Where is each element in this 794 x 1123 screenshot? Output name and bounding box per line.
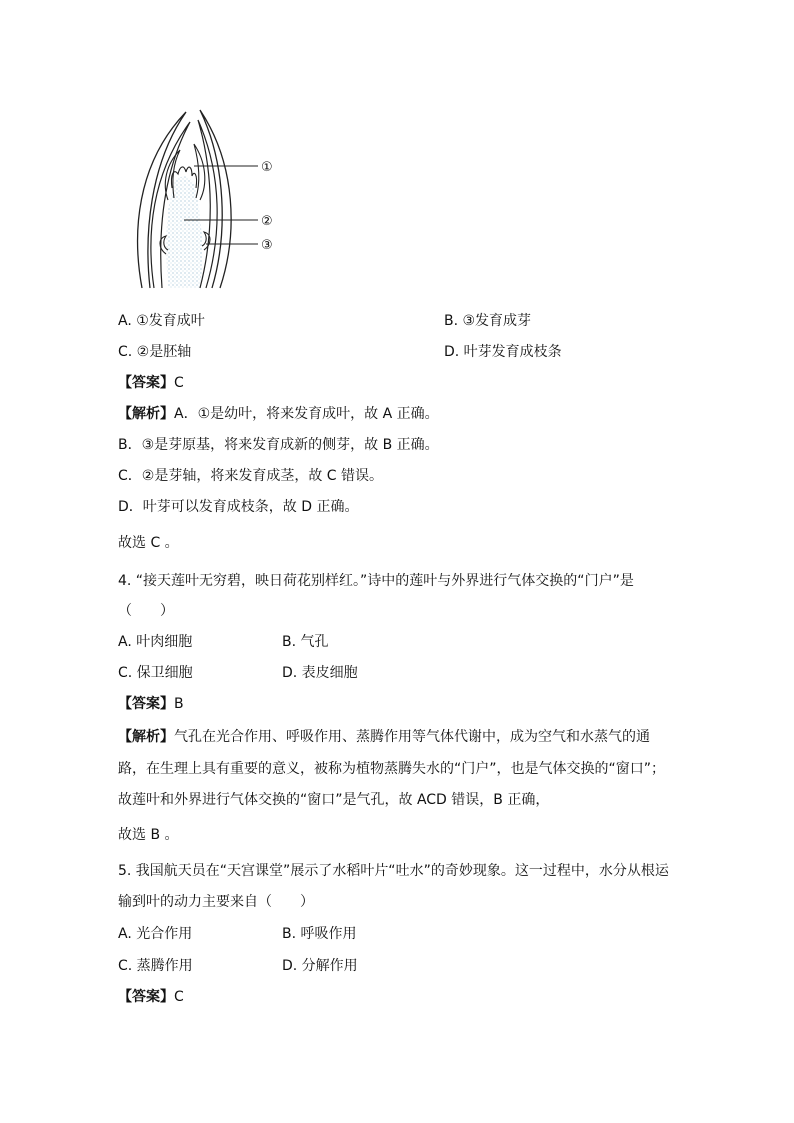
q4-option-a: A. 叶肉细胞	[118, 634, 193, 650]
q3-option-b: B. ③发育成芽	[444, 313, 532, 329]
q5-option-b: B. 呼吸作用	[282, 926, 357, 942]
analysis-tag: 【解析】	[118, 406, 174, 422]
q5-stem-line-2: 输到叶的动力主要来自（ ）	[118, 894, 314, 910]
q5-stem-line-1: 5. 我国航天员在“天宫课堂”展示了水稻叶片“吐水”的奇妙现象。这一过程中，水分从根运	[118, 863, 669, 879]
answer-tag: 【答案】	[118, 989, 174, 1005]
q3-option-c: C. ②是胚轴	[118, 344, 192, 360]
analysis-text: A．①是幼叶，将来发育成叶，故 A 正确。	[174, 406, 439, 422]
q5-option-a: A. 光合作用	[118, 926, 193, 942]
q3-analysis-line-2: B．③是芽原基，将来发育成新的侧芽，故 B 正确。	[118, 437, 439, 453]
analysis-tag: 【解析】	[118, 729, 174, 745]
q3-analysis-line-4: D．叶芽可以发育成枝条，故 D 正确。	[118, 499, 359, 515]
figure-label-1: ①	[261, 160, 273, 175]
q4-stem-line-1: 4. “接天莲叶无穷碧，映日荷花别样红。”诗中的莲叶与外界进行气体交换的“门户”是	[118, 573, 634, 589]
answer-value: C	[174, 375, 184, 391]
q3-option-a: A. ①发育成叶	[118, 313, 205, 329]
q4-stem-line-2: （ ）	[118, 603, 174, 619]
answer-value: B	[174, 696, 184, 712]
q4-option-b: B. 气孔	[282, 634, 329, 650]
q3-conclusion: 故选 C 。	[118, 535, 179, 551]
q5-option-d: D. 分解作用	[282, 958, 358, 974]
q5-option-c: C. 蒸腾作用	[118, 958, 193, 974]
q4-answer	[118, 694, 184, 714]
q4-analysis-line-2: 路，在生理上具有重要的意义，被称为植物蒸腾失水的“门户”，也是气体交换的“窗口”；	[118, 761, 666, 777]
answer-tag: 【答案】	[118, 375, 174, 391]
figure-label-2: ②	[261, 214, 273, 229]
q4-analysis-line-3: 故莲叶和外界进行气体交换的“窗口”是气孔，故 ACD 错误，B 正确，	[118, 792, 550, 808]
q3-option-d: D. 叶芽发育成枝条	[444, 344, 562, 360]
q4-option-c: C. 保卫细胞	[118, 665, 193, 681]
figure-label-3: ③	[261, 238, 273, 253]
analysis-text: 气孔在光合作用、呼吸作用、蒸腾作用等气体代谢中，成为空气和水蒸气的通	[174, 729, 650, 745]
q3-analysis-line-3: C．②是芽轴，将来发育成茎，故 C 错误。	[118, 468, 384, 484]
leaf-bud-diagram	[128, 104, 288, 292]
q4-analysis-line-1	[118, 727, 650, 747]
answer-value: C	[174, 989, 184, 1005]
q3-answer	[118, 373, 184, 393]
q4-option-d: D. 表皮细胞	[282, 665, 358, 681]
q5-answer	[118, 987, 184, 1007]
answer-tag: 【答案】	[118, 696, 174, 712]
q3-analysis-line-1	[118, 404, 439, 424]
q4-conclusion: 故选 B 。	[118, 827, 179, 843]
